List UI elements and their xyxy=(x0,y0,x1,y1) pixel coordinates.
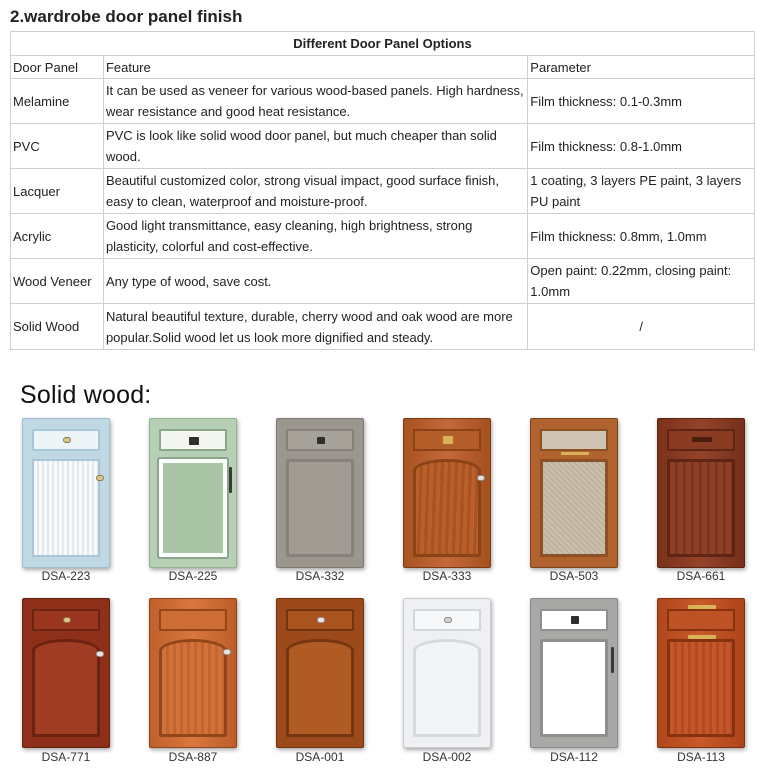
cell-panel: Solid Wood xyxy=(11,304,104,350)
arched-light-cherry-door-icon xyxy=(149,598,237,748)
red-wood-door-icon xyxy=(657,598,745,748)
cell-parameter: Film thickness: 0.1-0.3mm xyxy=(528,79,755,124)
door-code-label: DSA-112 xyxy=(550,750,598,764)
page-heading: 2.wardrobe door panel finish xyxy=(10,7,243,26)
door-code-label: DSA-332 xyxy=(295,569,345,583)
table-row xyxy=(11,124,755,169)
cell-parameter: / xyxy=(528,304,755,350)
knob-icon xyxy=(444,617,452,623)
door-panel xyxy=(159,459,227,557)
cell-parameter: Open paint: 0.22mm, closing paint: 1.0mm xyxy=(528,259,755,304)
door-panel xyxy=(413,639,481,737)
knob-icon xyxy=(63,437,71,443)
fabric-insert-door-icon xyxy=(530,418,618,568)
handle-icon xyxy=(561,452,589,455)
solid-wood-title: Solid wood: xyxy=(20,381,152,409)
cell-feature: Beautiful customized color, strong visual impact, good surface finish, easy to clean, waterproof and moisture-proof. xyxy=(103,169,527,214)
door-code-label: DSA-001 xyxy=(295,750,345,764)
table-caption: Different Door Panel Options xyxy=(11,32,755,56)
cell-panel: Melamine xyxy=(11,79,104,124)
header-door-panel: Door Panel xyxy=(11,56,104,79)
handle-icon xyxy=(229,467,232,493)
table-row xyxy=(11,259,755,304)
light-blue-door-icon xyxy=(22,418,110,568)
cell-feature: PVC is look like solid wood door panel, but much cheaper than solid wood. xyxy=(103,124,527,169)
handle-icon xyxy=(692,437,712,442)
knob-icon xyxy=(443,436,453,444)
cell-parameter: 1 coating, 3 layers PE paint, 3 layers PU paint xyxy=(528,169,755,214)
oak-door-icon xyxy=(403,418,491,568)
cell-parameter: Film thickness: 0.8-1.0mm xyxy=(528,124,755,169)
door-panel xyxy=(286,639,354,737)
table-row xyxy=(11,79,755,124)
knob-icon xyxy=(96,475,104,481)
sage-green-door-icon xyxy=(149,418,237,568)
door-panel xyxy=(413,459,481,557)
cell-parameter: Film thickness: 0.8mm, 1.0mm xyxy=(528,214,755,259)
white-door-icon xyxy=(403,598,491,748)
door-code-label: DSA-225 xyxy=(168,569,218,583)
cell-feature: It can be used as veneer for various wood-based panels. High hardness, wear resistance and good heat resistance. xyxy=(103,79,527,124)
knob-icon xyxy=(317,437,325,444)
knob-icon xyxy=(571,616,579,624)
door-code-label: DSA-223 xyxy=(41,569,91,583)
table-row xyxy=(11,214,755,259)
knob-icon xyxy=(63,617,71,623)
drawer-front xyxy=(540,429,608,451)
door-panel xyxy=(32,639,100,737)
cell-feature: Good light transmittance, easy cleaning, high brightness, strong plasticity, colorful and cost-effective. xyxy=(103,214,527,259)
door-panel xyxy=(540,639,608,737)
knob-icon xyxy=(189,437,199,445)
knob-icon xyxy=(96,651,104,657)
handle-icon xyxy=(611,647,614,673)
carved-dark-wood-door-icon xyxy=(657,418,745,568)
door-panel xyxy=(286,459,354,557)
door-code-label: DSA-887 xyxy=(168,750,218,764)
door-panel xyxy=(667,639,735,737)
arched-cherry-door-icon xyxy=(22,598,110,748)
white-glass-door-icon xyxy=(530,598,618,748)
door-code-label: DSA-333 xyxy=(422,569,472,583)
grey-door-icon xyxy=(276,418,364,568)
knob-icon xyxy=(317,617,325,623)
door-code-label: DSA-771 xyxy=(41,750,91,764)
drawer-front xyxy=(667,609,735,631)
door-panel xyxy=(159,639,227,737)
table-row xyxy=(11,169,755,214)
knob-icon xyxy=(477,475,485,481)
door-panel xyxy=(540,459,608,557)
handle-icon xyxy=(688,605,716,609)
cell-panel: Acrylic xyxy=(11,214,104,259)
header-feature: Feature xyxy=(103,56,527,79)
cell-feature: Any type of wood, save cost. xyxy=(103,259,527,304)
door-panel xyxy=(667,459,735,557)
drawer-front xyxy=(159,609,227,631)
table-row xyxy=(11,304,755,350)
knob-icon xyxy=(223,649,231,655)
door-code-label: DSA-002 xyxy=(422,750,472,764)
door-code-label: DSA-661 xyxy=(676,569,726,583)
header-parameter: Parameter xyxy=(528,56,755,79)
cell-panel: Lacquer xyxy=(11,169,104,214)
door-panel-options-table xyxy=(10,31,755,350)
cell-panel: Wood Veneer xyxy=(11,259,104,304)
arched-walnut-door-icon xyxy=(276,598,364,748)
door-code-label: DSA-503 xyxy=(549,569,599,583)
door-code-label: DSA-113 xyxy=(677,750,725,764)
door-panel xyxy=(32,459,100,557)
cell-panel: PVC xyxy=(11,124,104,169)
cell-feature: Natural beautiful texture, durable, cherry wood and oak wood are more popular.Solid wood let us look more dignified and steady. xyxy=(103,304,527,350)
